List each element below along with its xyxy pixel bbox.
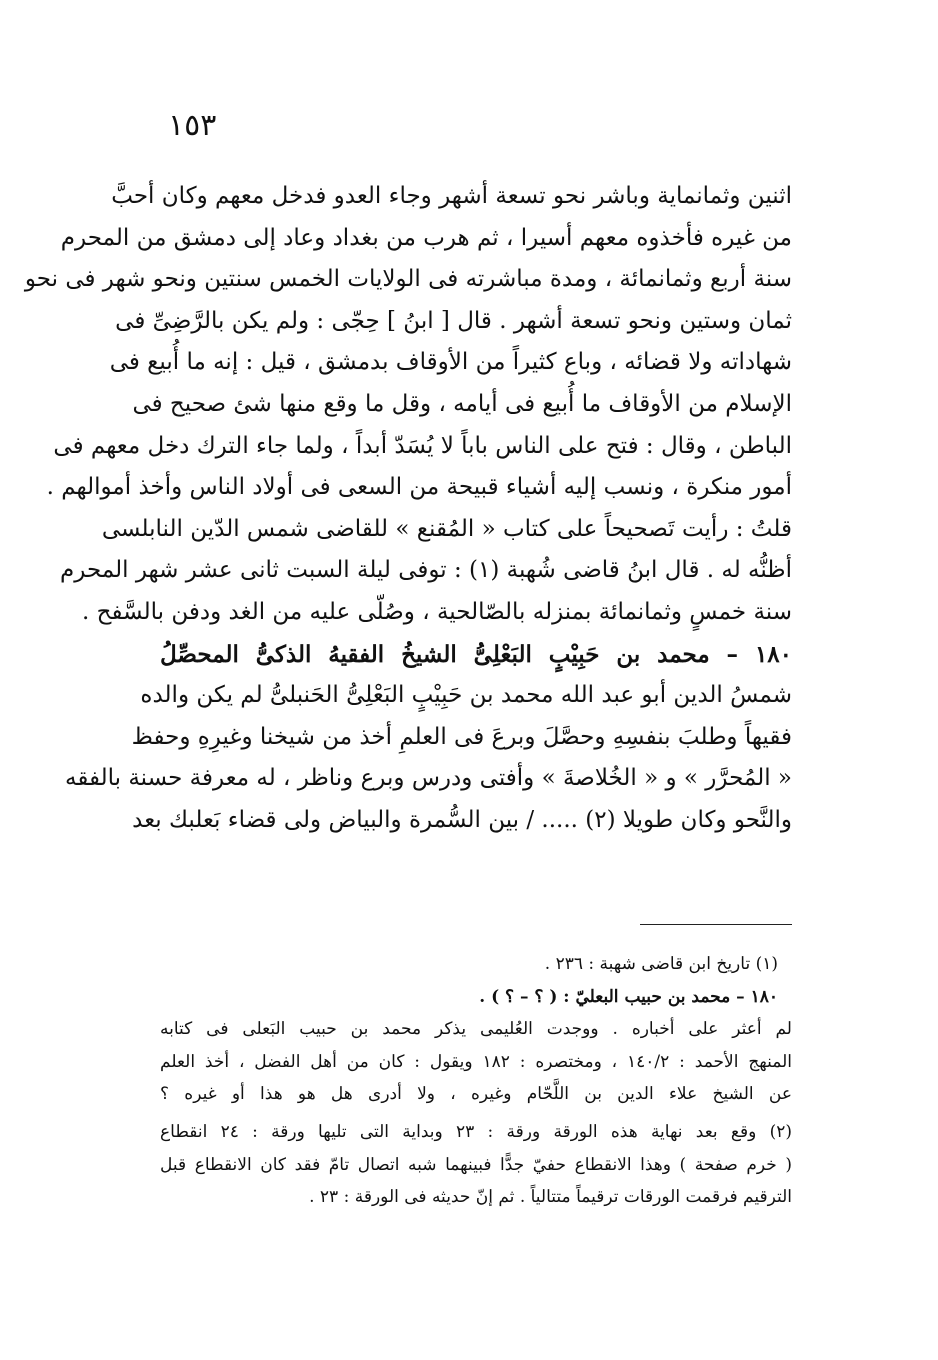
footnote-line: ( خرم صفحة ) وهذا الانقطاع حفيّ جدًّا فبينهما شبه اتصال تامّ فقد كان الانقطاع قبل — [160, 1154, 792, 1175]
entry-heading-line: ١٨٠ – محمد بن حَبِيْبٍ البَعْلِىُّ الشيخُ الفقيهُ الذكىُّ المحصِّلُ — [160, 640, 792, 668]
text-line: الباطن ، وقال : فتح على الناس باباً لا يُسَدّ أبداً ، ولما جاء الترك دخل معهم فى — [53, 432, 792, 459]
text-line: شمسُ الدين أبو عبد الله محمد بن حَبِيْبٍ البَعْلِىُّ الحَنبلىُّ لم يكن والده — [140, 682, 792, 709]
footnote-line: المنهج الأحمد : ١٤٠/٢ ، ومختصره : ١٨٢ ويقول : كان من أهل الفضل ، أخذ العلم — [160, 1051, 792, 1072]
footnote-separator — [640, 924, 792, 925]
text-line: فقيهاً وطلبَ بنفسِهِ وحصَّلَ وبرعَ فى العلمِ أخذ من شيخنا وغيرِهِ وحفظ — [131, 723, 792, 750]
footnote-line: عن الشيخ علاء الدين بن اللَّحّام وغيره ، ولا أدرى هل هو هذا أو غيره ؟ — [160, 1084, 792, 1105]
text-line: الإسلام من الأوقاف ما أُبيع فى أيامه ، وقل ما وقع منها شئ صحيح فى — [132, 390, 792, 417]
text-line: قلتُ : رأيت تَصحيحاً على كتاب « المُقنع » للقاضى شمس الدّين النابلسى — [101, 515, 792, 542]
page-number: ١٥٣ — [168, 108, 217, 143]
footnotes — [160, 948, 792, 1214]
text-line: اثنين وثمانماية وباشر نحو تسعة أشهر وجاء العدو فدخل معهم وكان أحبَّ — [111, 183, 792, 209]
text-line: أمور منكرة ، ونسب إليه أشياء قبيحة من السعى فى أولاد الناس وأخذ أموالهم . — [46, 474, 792, 501]
footnote-entry-180: ١٨٠ – محمد بن حبيب البعليّ : ( ؟ – ؟ ) . — [479, 986, 778, 1007]
text-line: سنة خمسٍ وثمانمائة بمنزله بالصّالحية ، وصُلّى عليه من الغد ودفن بالسَّفح . — [82, 598, 792, 625]
text-line: شهاداته ولا قضائه ، وباع كثيراً من الأوقاف بدمشق ، قيل : إنه ما أُبيع فى — [109, 349, 792, 376]
text-line: من غيره فأخذوه معهم أسيرا ، ثم هرب من بغداد وعاد إلى دمشق من المحرم — [60, 224, 792, 251]
footnote-line: الترقيم فرقمت الورقات ترقيماً متتالياً . ثم إنّ حديثه فى الورقة : ٢٣ . — [309, 1187, 792, 1208]
text-line: ثمان وستين ونحو تسعة أشهر . قال [ ابنُ ] حِجّى : ولم يكن بالرَّضِىِّ فى — [115, 307, 792, 334]
footnote-1: (١) تاريخ ابن قاضى شهبة : ٢٣٦ . — [544, 954, 778, 974]
footnote-2: (٢) وقع بعد نهاية هذه الورقة ورقة : ٢٣ وبداية التى تليها ورقة : ٢٤ انقطاع — [160, 1121, 793, 1142]
text-line: والنَّحو وكان طويلا (٢) ..... / بين السُّمرة والبياض ولى قضاء بَعلبك بعد — [132, 806, 792, 833]
text-line: أظنُّه له . قال ابنُ قاضى شُهبة (١) : توفى ليلة السبت ثانى عشر شهر المحرم — [60, 557, 792, 584]
text-line: « المُحرَّر » و « الخُلاصةَ » وأفتى ودرس وبرع وناظر ، له معرفة حسنة بالفقه — [64, 765, 792, 792]
text-line: سنة أربع وثمانمائة ، ومدة مباشرته فى الولايات الخمس سنتين ونحو شهر فى نحو — [24, 266, 792, 293]
footnote-line: لم أعثر على أخباره . ووجدت العُليمى يذكر محمد بن حبيب البَعلى فى كتابه — [160, 1019, 792, 1040]
main-text — [24, 176, 792, 842]
